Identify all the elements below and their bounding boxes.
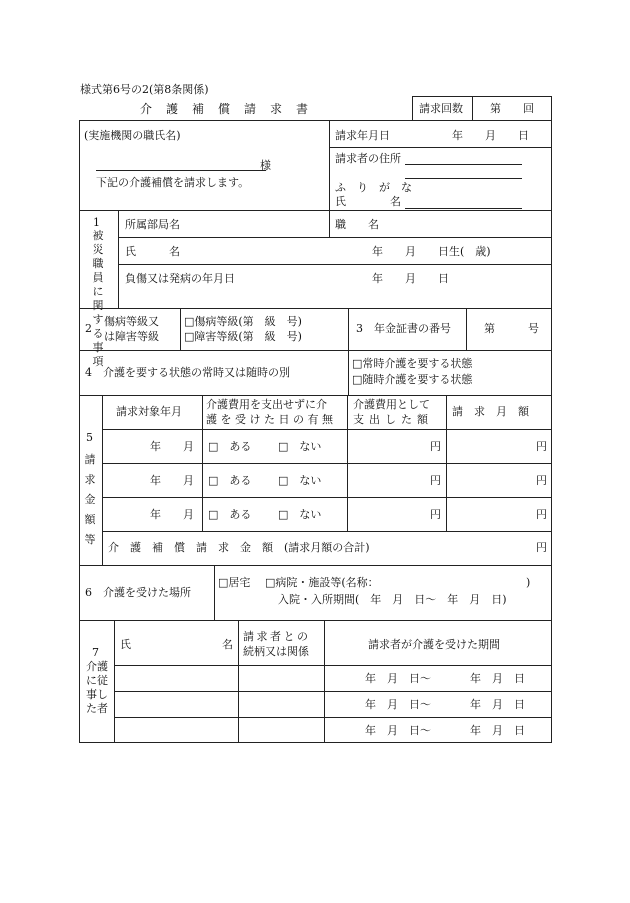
sec2-option-shogai[interactable]: □障害等級(第 級 号) (184, 330, 302, 343)
sec7-row-to[interactable]: 年 月 日 (470, 672, 525, 685)
sec7-col-relation-line1: 請求者との (243, 630, 311, 643)
sec6-paren-close: ) (526, 576, 531, 589)
sec7-number: 7 (92, 646, 99, 659)
sec5-row-amount-yen: 円 (536, 440, 547, 453)
sec1-injury-date-fields[interactable]: 年 月 日 (372, 272, 449, 285)
sec5-row-amount-yen: 円 (536, 508, 547, 521)
sec3-label: 3 年金証書の番号 (356, 322, 451, 335)
sec7-col-period: 請求者が介護を受けた期間 (368, 638, 500, 651)
sec6-option-hospital[interactable]: □病院・施設等(名称： (265, 576, 379, 589)
sec1-injury-date-label: 負傷又は発病の年月日 (125, 272, 235, 285)
sec5-row-month[interactable]: 年 月 (150, 474, 194, 487)
institution-name-line[interactable] (96, 170, 266, 171)
sec7-row-to[interactable]: 年 月 日 (470, 698, 525, 711)
sec2-label-line1: 傷病等級又 (104, 315, 159, 328)
form-number-label: 様式第6号の2(第8条関係) (80, 83, 209, 96)
furigana-label: ふ り が な (335, 181, 412, 194)
sec4-label: 4 介護を要する状態の常時又は随時の別 (85, 366, 290, 379)
sec7-row-from[interactable]: 年 月 日〜 (365, 672, 431, 685)
sec5-row-nai[interactable]: □ ない (278, 440, 322, 453)
sec5-row-paid-yen: 円 (430, 508, 441, 521)
sec6-period[interactable]: 入院・入所期間( 年 月 日〜 年 月 日) (278, 593, 507, 606)
sama-label: 様 (260, 159, 271, 172)
sec7-row-from[interactable]: 年 月 日〜 (365, 698, 431, 711)
sec5-total-yen[interactable]: 円 (536, 541, 547, 554)
sec2-label-line2: は障害等級 (104, 330, 159, 343)
form-title: 介 護 補 償 請 求 書 (140, 102, 310, 116)
sec7-col-name-2: 名 (222, 638, 233, 651)
claim-count-label: 請求回数 (419, 102, 463, 115)
sec6-label: 6 介護を受けた場所 (85, 586, 191, 599)
sec5-col-nopay-line1: 介護費用を支出せずに介 (206, 398, 327, 411)
sec5-row-aru[interactable]: □ ある (208, 474, 252, 487)
sec5-row-month[interactable]: 年 月 (150, 440, 194, 453)
sec5-row-month[interactable]: 年 月 (150, 508, 194, 521)
address-label: 請求者の住所 (335, 152, 401, 165)
sec2-option-shobyo[interactable]: □傷病等級(第 級 号) (184, 315, 302, 328)
sec5-col-paid-line1: 介護費用として (353, 398, 430, 411)
sec5-col-amount: 請 求 月 額 (452, 405, 529, 418)
claimant-name-line[interactable] (405, 208, 522, 209)
sec7-col-relation-line2: 続柄又は関係 (243, 645, 309, 658)
sec5-row-amount-yen: 円 (536, 474, 547, 487)
claim-count-value[interactable]: 第 回 (490, 102, 534, 115)
claim-date-fields[interactable]: 年 月 日 (452, 129, 529, 142)
address-line-2[interactable] (405, 178, 522, 179)
claimant-name-label: 氏 名 (335, 195, 401, 208)
sec1-birth-fields[interactable]: 年 月 日生( 歳) (372, 245, 491, 258)
sec5-title: 請求金額等 (84, 453, 96, 546)
sec1-position-label: 職 名 (335, 218, 379, 231)
sec4-option-constant[interactable]: □常時介護を要する状態 (352, 357, 473, 370)
sec4-option-occasional[interactable]: □随時介護を要する状態 (352, 373, 473, 386)
sec3-value[interactable]: 第 号 (484, 322, 539, 335)
sec5-total-label: 介 護 補 償 請 求 金 額 (請求月額の合計) (108, 541, 370, 554)
sec5-row-nai[interactable]: □ ない (278, 508, 322, 521)
address-line-1[interactable] (405, 164, 522, 165)
sec1-name-label: 氏 名 (125, 245, 180, 258)
sec5-row-paid-yen: 円 (430, 474, 441, 487)
sec1-dept-label: 所属部局名 (125, 218, 180, 231)
sec5-col-paid-line2: 支出した額 (353, 413, 433, 426)
sec6-option-home[interactable]: □居宅 (218, 576, 251, 589)
sec5-row-nai[interactable]: □ ない (278, 474, 322, 487)
request-text: 下記の介護補償を請求します。 (96, 176, 250, 189)
sec5-number: 5 (86, 431, 93, 444)
sec5-col-nopay-line2: 護を受けた日の有無 (206, 413, 337, 426)
claim-date-label: 請求年月日 (335, 129, 390, 142)
sec5-row-aru[interactable]: □ ある (208, 508, 252, 521)
sec5-col-month: 請求対象年月 (116, 405, 182, 418)
sec5-row-aru[interactable]: □ ある (208, 440, 252, 453)
sec5-row-paid-yen: 円 (430, 440, 441, 453)
sec7-title: 介護に従事した者 (86, 660, 108, 715)
sec1-number: 1 (93, 216, 100, 229)
sec1-title: 被災職員に関する事項 (92, 229, 104, 368)
sec7-col-name-1: 氏 (120, 638, 131, 651)
sec7-row-from[interactable]: 年 月 日〜 (365, 724, 431, 737)
sec2-number: 2 (85, 322, 92, 335)
institution-label: (実施機関の職氏名) (84, 129, 181, 142)
sec7-row-to[interactable]: 年 月 日 (470, 724, 525, 737)
